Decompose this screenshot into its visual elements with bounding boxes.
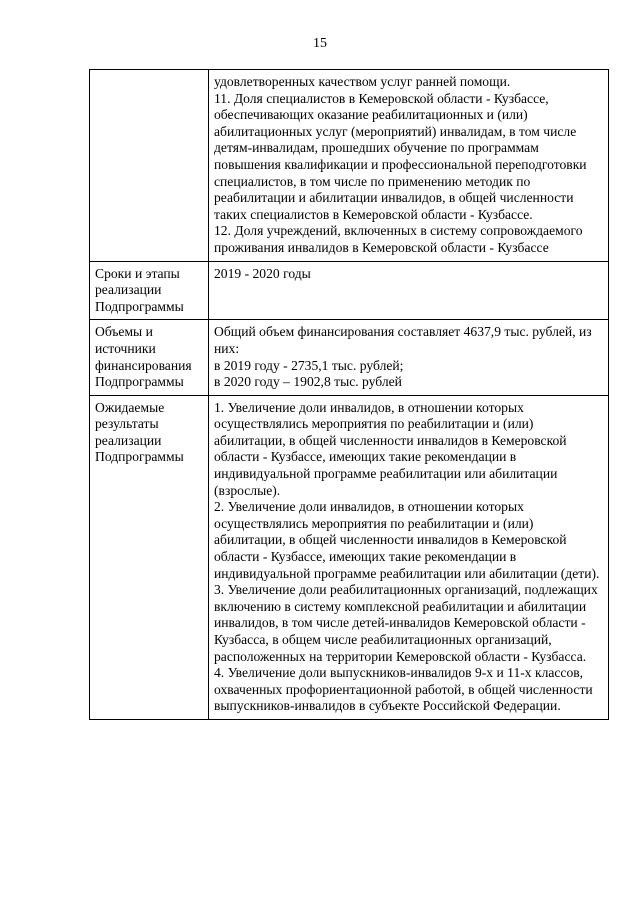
table-row-financing	[90, 320, 609, 395]
content-paragraph: 11. Доля специалистов в Кемеровской области - Кузбассе, обеспечивающих оказание реабилитационных и (или) абилитационных услуг (мероприятий) инвалидам, в том числе детям-инвалидам, прошедших обучение по программам повышения квалификации и профессиональной переподготовки специалистов, в том числе по применению методик по реабилитации и абилитации инвалидов, в общей численности таких специалистов в Кемеровской области - Кузбассе.	[214, 90, 587, 222]
row-content	[209, 261, 609, 320]
content-paragraph: в 2019 году - 2735,1 тыс. рублей;	[214, 357, 404, 373]
content-paragraph: 2. Увеличение доли инвалидов, в отношении которых осуществлялись мероприятия по реабилитации и (или) абилитации, в общей численности инвалидов в Кемеровской области - Кузбассе, имеющих такие рекомендации в индивидуальной программе реабилитации или абилитации (дети).	[214, 499, 600, 581]
row-content	[209, 395, 609, 719]
row-content	[209, 70, 609, 262]
row-content	[209, 320, 609, 395]
content-paragraph: 4. Увеличение доли выпускников-инвалидов 9-х и 11-х классов, охваченных профориентационной работой, в общей численности выпускников-инвалидов в субъекте Российской Федерации.	[214, 665, 593, 714]
row-label	[90, 70, 209, 262]
content-paragraph: 3. Увеличение доли реабилитационных организаций, подлежащих включению в систему комплексной реабилитации и абилитации инвалидов, в том числе детей-инвалидов Кемеровской области - Кузбасса, в общем числе реабилитационных организаций, расположенных на территории Кемеровской области - Кузбасса.	[214, 582, 598, 664]
content-paragraph: 12. Доля учреждений, включенных в систему сопровождаемого проживания инвалидов в Кемеровской области - Кузбассе	[214, 223, 583, 255]
table-row-terms	[90, 261, 609, 320]
table-row-targets-continued	[90, 70, 609, 262]
content-paragraph: удовлетворенных качеством услуг ранней помощи.	[214, 74, 511, 89]
content-paragraph: 1. Увеличение доли инвалидов, в отношении которых осуществлялись мероприятия по реабилитации и (или) абилитации, в общей численности инвалидов в Кемеровской области - Кузбассе, имеющих такие рекомендации в индивидуальной программе реабилитации или абилитации (взрослые).	[214, 399, 567, 498]
row-label: Сроки и этапы реализации Подпрограммы	[90, 261, 209, 320]
row-label: Объемы и источники финансирования Подпрограммы	[90, 320, 209, 395]
page-number: 15	[313, 36, 327, 51]
table-row-expected-results	[90, 395, 609, 719]
subprogram-passport-table	[89, 69, 609, 720]
content-paragraph: 2019 - 2020 годы	[214, 265, 311, 281]
content-paragraph: Общий объем финансирования составляет 4637,9 тыс. рублей, из них:	[214, 324, 592, 356]
content-paragraph: в 2020 году – 1902,8 тыс. рублей	[214, 374, 402, 390]
row-label: Ожидаемые результаты реализации Подпрограммы	[90, 395, 209, 719]
